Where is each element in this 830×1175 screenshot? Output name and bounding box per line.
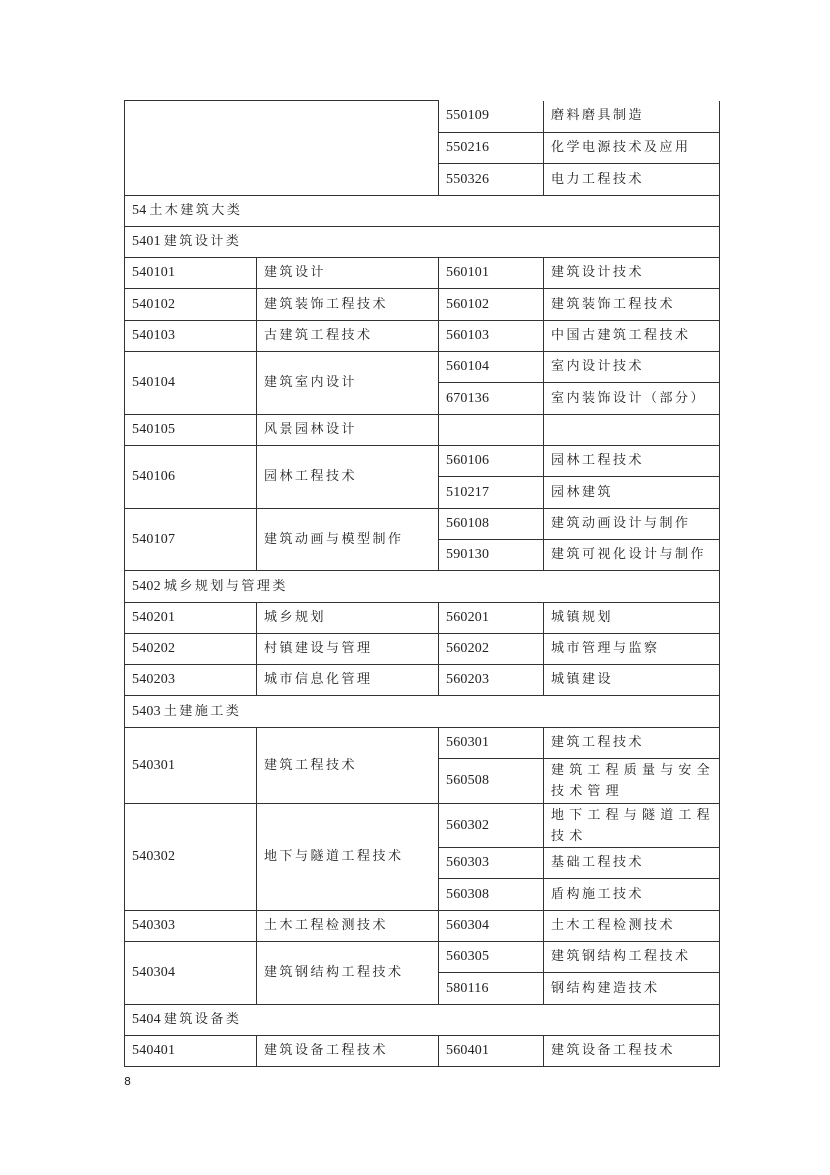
match-name: 地下工程与隧道工程技术 bbox=[544, 804, 720, 848]
table-row bbox=[125, 634, 720, 665]
match-code: 560401 bbox=[439, 1036, 544, 1067]
group-label: 建筑设计类 bbox=[163, 234, 242, 249]
major-code: 540106 bbox=[125, 446, 257, 509]
major-name: 村镇建设与管理 bbox=[257, 634, 439, 665]
match-code: 670136 bbox=[439, 383, 544, 415]
table-row bbox=[125, 446, 720, 477]
major-name: 风景园林设计 bbox=[257, 415, 439, 446]
major-code: 540107 bbox=[125, 509, 257, 571]
major-code: 540101 bbox=[125, 258, 257, 289]
table-row bbox=[125, 942, 720, 973]
group-heading-row bbox=[125, 696, 720, 728]
major-code: 540104 bbox=[125, 352, 257, 415]
major-code: 540203 bbox=[125, 665, 257, 696]
table-row bbox=[125, 289, 720, 321]
match-name: 建筑动画设计与制作 bbox=[544, 509, 720, 540]
match-name: 基础工程技术 bbox=[544, 848, 720, 879]
match-code: 560202 bbox=[439, 634, 544, 665]
empty-merged-cell bbox=[125, 101, 439, 196]
major-code: 540401 bbox=[125, 1036, 257, 1067]
match-code: 560106 bbox=[439, 446, 544, 477]
match-code: 560305 bbox=[439, 942, 544, 973]
major-name: 地下与隧道工程技术 bbox=[257, 804, 439, 911]
table-row bbox=[125, 415, 720, 446]
match-name: 园林工程技术 bbox=[544, 446, 720, 477]
match-code: 580116 bbox=[439, 973, 544, 1005]
match-name: 建筑工程质量与安全技术管理 bbox=[544, 759, 720, 804]
group-label: 建筑设备类 bbox=[163, 1012, 242, 1027]
group-heading bbox=[125, 571, 720, 603]
major-name: 古建筑工程技术 bbox=[257, 321, 439, 352]
match-code: 560103 bbox=[439, 321, 544, 352]
major-code: 540102 bbox=[125, 289, 257, 321]
match-name: 土木工程检测技术 bbox=[544, 911, 720, 942]
match-name: 钢结构建造技术 bbox=[544, 973, 720, 1005]
match-name: 建筑设计技术 bbox=[544, 258, 720, 289]
match-code: 550326 bbox=[439, 164, 544, 196]
match-code: 560308 bbox=[439, 879, 544, 911]
table-row bbox=[125, 603, 720, 634]
group-label: 土建施工类 bbox=[163, 703, 242, 719]
match-code: 560301 bbox=[439, 728, 544, 759]
match-code: 510217 bbox=[439, 477, 544, 509]
major-name: 建筑室内设计 bbox=[257, 352, 439, 415]
major-name: 建筑动画与模型制作 bbox=[257, 509, 439, 571]
major-name: 土木工程检测技术 bbox=[257, 911, 439, 942]
major-code: 540201 bbox=[125, 603, 257, 634]
match-name: 室内装饰设计（部分） bbox=[544, 383, 720, 415]
major-name: 园林工程技术 bbox=[257, 446, 439, 509]
group-heading bbox=[125, 227, 720, 258]
group-heading bbox=[125, 1005, 720, 1036]
match-name: 城市管理与监察 bbox=[544, 634, 720, 665]
group-heading-row bbox=[125, 1005, 720, 1036]
match-code: 560203 bbox=[439, 665, 544, 696]
match-code: 550109 bbox=[439, 101, 544, 133]
match-code: 560508 bbox=[439, 759, 544, 804]
match-name: 建筑钢结构工程技术 bbox=[544, 942, 720, 973]
match-code: 560104 bbox=[439, 352, 544, 383]
table-row bbox=[125, 1036, 720, 1067]
match-name: 建筑可视化设计与制作 bbox=[544, 540, 720, 571]
match-name: 中国古建筑工程技术 bbox=[544, 321, 720, 352]
match-name: 盾构施工技术 bbox=[544, 879, 720, 911]
match-name: 电力工程技术 bbox=[544, 164, 720, 196]
match-code: 560101 bbox=[439, 258, 544, 289]
match-name: 磨料磨具制造 bbox=[544, 101, 720, 133]
table-row bbox=[125, 665, 720, 696]
major-code: 540302 bbox=[125, 804, 257, 911]
group-heading-row bbox=[125, 227, 720, 258]
match-name: 园林建筑 bbox=[544, 477, 720, 509]
major-name: 城市信息化管理 bbox=[257, 665, 439, 696]
group-number: 5403 bbox=[132, 703, 161, 719]
category-number: 54 bbox=[132, 203, 147, 218]
match-name-empty bbox=[544, 415, 720, 446]
match-code: 560302 bbox=[439, 804, 544, 848]
major-code: 540105 bbox=[125, 415, 257, 446]
major-code: 540303 bbox=[125, 911, 257, 942]
major-code: 540301 bbox=[125, 728, 257, 804]
group-number: 5402 bbox=[132, 578, 161, 594]
group-number: 5404 bbox=[132, 1012, 161, 1027]
group-label: 城乡规划与管理类 bbox=[163, 578, 288, 594]
major-name: 建筑工程技术 bbox=[257, 728, 439, 804]
table-row bbox=[125, 101, 720, 133]
page-number: 8 bbox=[124, 1075, 131, 1088]
category-label: 土木建筑大类 bbox=[149, 203, 243, 218]
match-name: 城镇规划 bbox=[544, 603, 720, 634]
major-name: 建筑设备工程技术 bbox=[257, 1036, 439, 1067]
match-code: 550216 bbox=[439, 133, 544, 164]
match-code: 560201 bbox=[439, 603, 544, 634]
major-name: 城乡规划 bbox=[257, 603, 439, 634]
table-row bbox=[125, 911, 720, 942]
table-row bbox=[125, 509, 720, 540]
match-code: 560102 bbox=[439, 289, 544, 321]
group-number: 5401 bbox=[132, 234, 161, 249]
major-code: 540304 bbox=[125, 942, 257, 1005]
major-name: 建筑装饰工程技术 bbox=[257, 289, 439, 321]
major-category-heading bbox=[125, 196, 720, 227]
match-code: 590130 bbox=[439, 540, 544, 571]
table-row bbox=[125, 258, 720, 289]
match-name: 建筑设备工程技术 bbox=[544, 1036, 720, 1067]
major-code: 540202 bbox=[125, 634, 257, 665]
match-name: 建筑装饰工程技术 bbox=[544, 289, 720, 321]
match-code-empty bbox=[439, 415, 544, 446]
group-heading bbox=[125, 696, 720, 728]
match-code: 560304 bbox=[439, 911, 544, 942]
match-code: 560108 bbox=[439, 509, 544, 540]
match-code: 560303 bbox=[439, 848, 544, 879]
major-category-row bbox=[125, 196, 720, 227]
match-name: 城镇建设 bbox=[544, 665, 720, 696]
major-name: 建筑设计 bbox=[257, 258, 439, 289]
major-name: 建筑钢结构工程技术 bbox=[257, 942, 439, 1005]
match-name: 建筑工程技术 bbox=[544, 728, 720, 759]
table-row bbox=[125, 804, 720, 848]
major-code: 540103 bbox=[125, 321, 257, 352]
match-name: 化学电源技术及应用 bbox=[544, 133, 720, 164]
table-row bbox=[125, 321, 720, 352]
table-row bbox=[125, 352, 720, 383]
table-row bbox=[125, 728, 720, 759]
match-name: 室内设计技术 bbox=[544, 352, 720, 383]
group-heading-row bbox=[125, 571, 720, 603]
major-mapping-table bbox=[124, 100, 720, 1067]
